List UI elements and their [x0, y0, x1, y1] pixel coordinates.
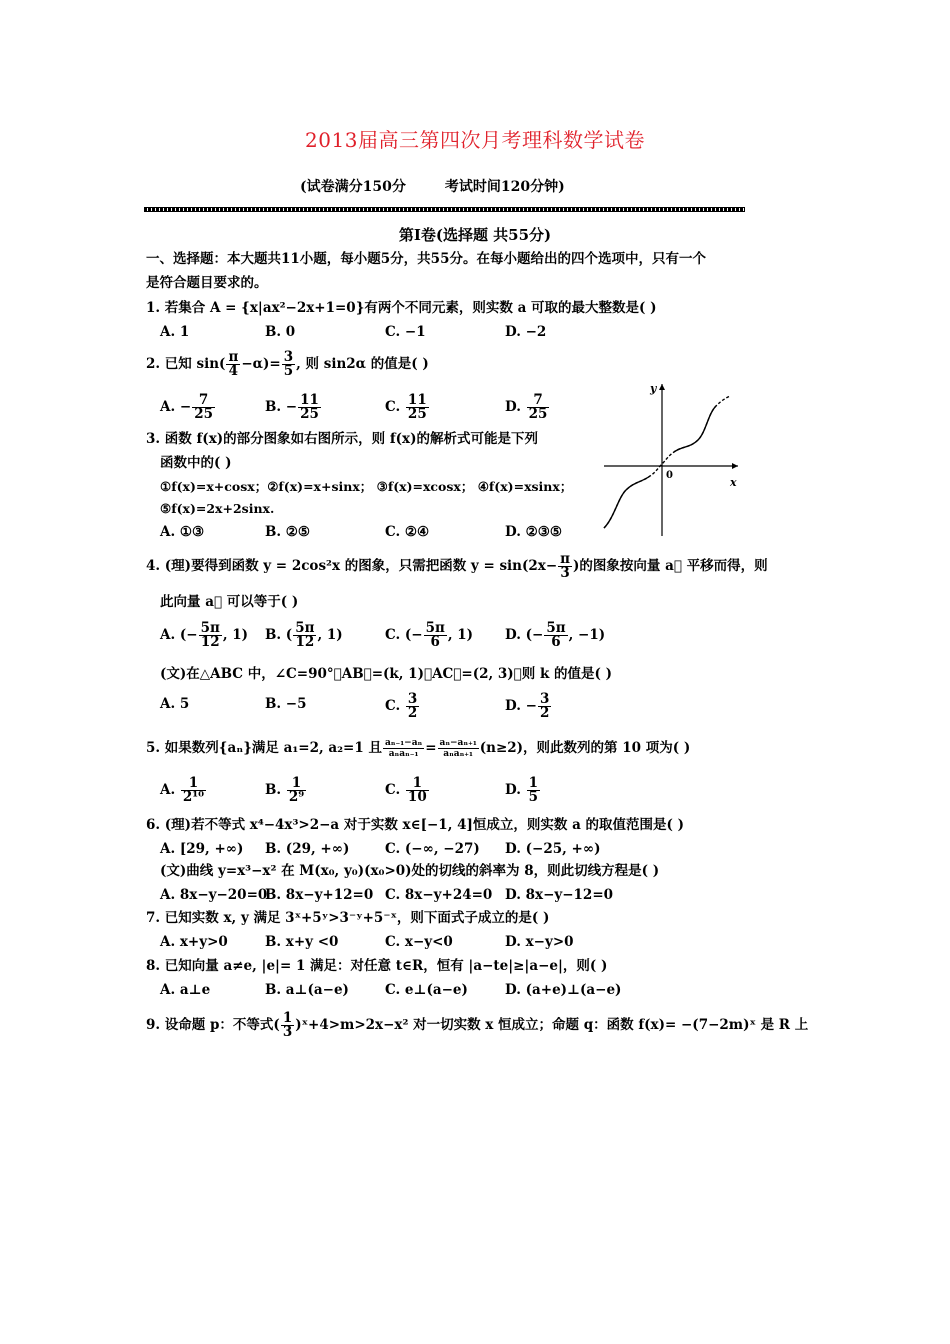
q1-option-c: C. −1	[385, 324, 426, 340]
q5-option-a: A. $\frac{1}{\text{2¹⁰}}$	[160, 775, 205, 805]
q9-fraction: $\frac{1}{3}$	[282, 1010, 293, 1040]
q1-stem: 1. 若集合 A = {x|ax²−2x+1=0}有两个不同元素，则实数 a 可取的最大整数是( )	[146, 300, 657, 316]
section-intro-line2: 是符合题目要求的。	[146, 275, 268, 291]
q4-wen-option-d: D. − $\frac{3}{2}$	[505, 691, 550, 721]
graph-curve	[604, 396, 730, 528]
q5-fraction-left: $\frac{\text{aₙ₋₁−aₙ}}{\text{aₙaₙ₋₁}}$	[384, 738, 423, 759]
q2-stem: 2. 已知 sin( $\frac{\pi}{4}$ −α)= $\frac{3}{5}$ , 则 sin2α 的值是( )	[146, 349, 429, 379]
q8-option-c: C. e⊥(a−e)	[385, 982, 468, 998]
graph-y-arrow	[659, 384, 665, 390]
q7-option-b: B. x+y <0	[265, 934, 339, 950]
q4-wen-option-c: C. $\frac{3}{2}$	[385, 691, 418, 721]
q6-wen-option-d: D. 8x−y−12=0	[505, 887, 614, 903]
exam-title: 2013届高三第四次月考理科数学试卷	[305, 128, 645, 152]
q6-wen-option-a: A. 8x−y−20=0	[160, 887, 268, 903]
q5-fraction-right: $\frac{\text{aₙ−aₙ₊₁}}{\text{aₙaₙ₊₁}}$	[439, 738, 477, 759]
graph-curve-left-solid	[604, 476, 650, 528]
q2-value-fraction: $\frac{3}{5}$	[283, 349, 294, 379]
q6-wen-stem: (文)曲线 y=x³−x² 在 M(x₀, y₀)(x₀>0)处的切线的斜率为 8，则此切线方程是( )	[160, 863, 660, 879]
q3-stem-line2: 函数中的( )	[160, 455, 232, 471]
q7-option-c: C. x−y<0	[385, 934, 453, 950]
q3-option-b: B. ②⑤	[265, 524, 311, 540]
q4-option-a: A. (− $\frac{5\pi}{12}$ , 1)	[160, 620, 249, 650]
q3-functions-line2: ⑤f(x)=2x+2sinx.	[160, 501, 275, 516]
section-intro-line1: 一、选择题：本大题共11小题，每小题5分，共55分。在每小题给出的四个选项中，只有一个	[146, 251, 706, 267]
graph-y-label: y	[650, 382, 657, 395]
q4-wen-option-b: B. −5	[265, 696, 307, 712]
graph-curve-right-solid	[674, 406, 716, 452]
function-graph	[600, 378, 750, 538]
q3-option-c: C. ②④	[385, 524, 430, 540]
q2-option-a: A. − $\frac{7}{25}$	[160, 392, 213, 422]
q7-stem: 7. 已知实数 x, y 满足 3ˣ+5ʸ>3⁻ʸ+5⁻ˣ，则下面式子成立的是( )	[146, 910, 550, 926]
q6-wen-option-b: B. 8x−y+12=0	[265, 887, 374, 903]
q4-wen-option-a: A. 5	[160, 696, 190, 712]
q1-option-d: D. −2	[505, 324, 547, 340]
q2-option-d: D. $\frac{7}{25}$	[505, 392, 548, 422]
graph-x-arrow	[732, 463, 738, 469]
section-title: 第Ⅰ卷(选择题 共55分)	[398, 226, 552, 244]
q6-option-b: B. (29, +∞)	[265, 841, 350, 857]
q3-option-d: D. ②③⑤	[505, 524, 562, 540]
q7-option-d: D. x−y>0	[505, 934, 574, 950]
q4-option-b: B. ( $\frac{5\pi}{12}$ , 1)	[265, 620, 343, 650]
q5-option-c: C. $\frac{1}{10}$	[385, 775, 427, 805]
q6-option-d: D. (−25, +∞)	[505, 841, 601, 857]
q7-option-a: A. x+y>0	[160, 934, 228, 950]
q1-option-a: A. 1	[160, 324, 190, 340]
q8-option-a: A. a⊥e	[160, 982, 211, 998]
graph-x-label: x	[730, 476, 737, 489]
q8-option-b: B. a⊥(a−e)	[265, 982, 349, 998]
q6-option-a: A. [29, +∞)	[160, 841, 244, 857]
q9-stem: 9. 设命题 p：不等式( $\frac{1}{3}$ )ˣ+4>m>2x−x² 对一切实数 x 恒成立；命题 q：函数 f(x)= −(7−2m)ˣ 是 R 上	[146, 1010, 809, 1040]
q8-stem: 8. 已知向量 a≠e, |e|= 1 满足：对任意 t∈R，恒有 |a−te|≥|a−e|，则( )	[146, 958, 608, 974]
q3-option-a: A. ①③	[160, 524, 205, 540]
divider-rule	[144, 207, 745, 212]
exam-subtitle: (试卷满分150分 考试时间120分钟)	[300, 179, 565, 195]
q5-option-d: D. $\frac{1}{5}$	[505, 775, 539, 805]
q2-angle-fraction: $\frac{\pi}{4}$	[228, 349, 239, 379]
q4-stem-line1: 4. (理)要得到函数 y = 2cos²x 的图象，只需把函数 y = sin(2x− $\frac{\pi}{3}$ )的图象按向量 a⃗ 平移而得，则	[146, 551, 768, 581]
q6-stem: 6. (理)若不等式 x⁴−4x³>2−a 对于实数 x∈[−1, 4]恒成立，则实数 a 的取值范围是( )	[146, 817, 684, 833]
q4-fraction: $\frac{\pi}{3}$	[560, 551, 571, 581]
q6-option-c: C. (−∞, −27)	[385, 841, 480, 857]
q5-option-b: B. $\frac{1}{\text{2⁹}}$	[265, 775, 305, 805]
q4-wen-stem: (文)在△ABC 中，∠C=90°，AB⃗=(k, 1)，AC⃗=(2, 3)，则 k 的值是( )	[160, 666, 612, 682]
q5-stem: 5. 如果数列{aₙ}满足 a₁=2, a₂=1 且 $\frac{\text{aₙ₋₁−aₙ}}{\text{aₙaₙ₋₁}}$ = $\frac{\text{aₙ−aₙ₊₁}}{\text{aₙaₙ₊₁}}$ (n≥2)，则此数列的第 10 项为( )	[146, 738, 691, 759]
q4-option-c: C. (− $\frac{5\pi}{6}$ , 1)	[385, 620, 474, 650]
q3-functions-line1: ①f(x)=x+cosx；②f(x)=x+sinx； ③f(x)=xcosx； ④f(x)=xsinx；	[160, 479, 573, 494]
q1-option-b: B. 0	[265, 324, 296, 340]
q4-option-d: D. (− $\frac{5\pi}{6}$ , −1)	[505, 620, 606, 650]
q2-option-b: B. − $\frac{11}{25}$	[265, 392, 319, 422]
q3-stem-line1: 3. 函数 f(x)的部分图象如右图所示，则 f(x)的解析式可能是下列	[146, 431, 538, 447]
q4-stem-line2: 此向量 a⃗ 可以等于( )	[160, 594, 299, 610]
q6-wen-option-c: C. 8x−y+24=0	[385, 887, 493, 903]
q2-option-c: C. $\frac{11}{25}$	[385, 392, 427, 422]
q8-option-d: D. (a+e)⊥(a−e)	[505, 982, 622, 998]
graph-origin-label: 0	[666, 470, 673, 481]
